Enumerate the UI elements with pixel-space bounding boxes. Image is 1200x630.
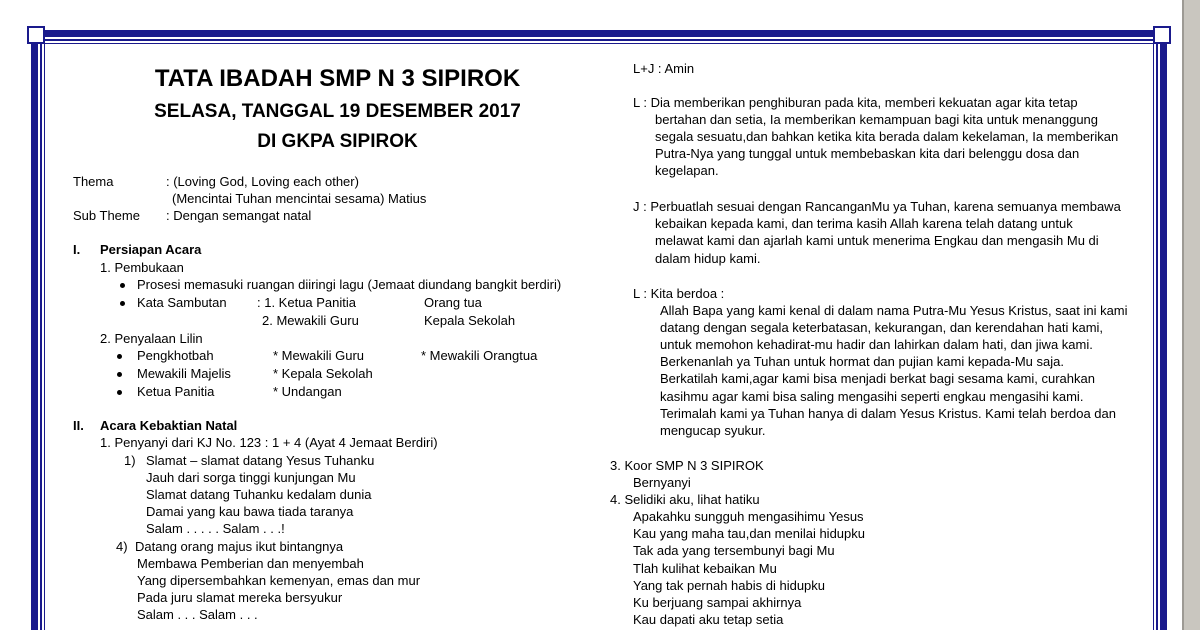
list-item: * Mewakili Guru xyxy=(273,348,365,363)
prayer-line: untuk memohon kehadirat-mu hadir dan lahirkan dalam hati, dan jiwa kami. xyxy=(660,337,1093,352)
list-item: 2. Mewakili Guru xyxy=(262,313,359,328)
list-item: : 1. Ketua Panitia xyxy=(257,295,357,310)
song-line: Yang tak pernah habis di hidupku xyxy=(633,578,826,593)
song-line: Tlah kulihat kebaikan Mu xyxy=(633,561,777,576)
bullet-icon xyxy=(117,372,122,377)
border-top-inner xyxy=(40,39,1158,41)
bullet-icon xyxy=(120,301,125,306)
verse-line: Pada juru slamat mereka bersyukur xyxy=(137,590,343,605)
liturgy-line: dalam hidup kami. xyxy=(655,251,761,266)
item-koor-detail: Bernyanyi xyxy=(633,475,691,490)
prayer-line: Berkenanlah ya Tuhan untuk hormat dan pujian kami kepada-Mu saja. xyxy=(660,354,1064,369)
song-line: Kau yang maha tau,dan menilai hidupku xyxy=(633,526,865,541)
verse-line: Membawa Pemberian dan menyembah xyxy=(137,556,364,571)
section-2-number: II. xyxy=(73,418,84,433)
sub-theme-label: Sub Theme xyxy=(73,208,140,223)
section-1-number: I. xyxy=(73,242,81,257)
item-pembukaan: 1. Pembukaan xyxy=(100,260,184,275)
liturgy-line: L : Dia memberikan penghiburan pada kita, memberi kekuatan agar kita tetap xyxy=(633,95,1078,110)
corner-ornament-left xyxy=(27,26,45,44)
liturgy-line: melawat kami dan ajarlah kami untuk menerima Engkau dan mengasih Mu di xyxy=(655,233,1099,248)
verse-line: Datang orang majus ikut bintangnya xyxy=(135,539,344,554)
verse-line: Slamat datang Tuhanku kedalam dunia xyxy=(146,487,372,502)
response-amin: L+J : Amin xyxy=(633,61,695,76)
list-item: Orang tua xyxy=(424,295,482,310)
prayer-line: kasihmu agar kami bisa saling mengasihi seperti engkau mengasihi kami. xyxy=(660,389,1084,404)
bullet-icon xyxy=(117,354,122,359)
section-1-title: Persiapan Acara xyxy=(100,242,202,257)
verse-line: Slamat – slamat datang Yesus Tuhanku xyxy=(146,453,375,468)
theme-label: Thema xyxy=(73,174,114,189)
prayer-line: Terimalah kami ya Tuhan hanya di dalam Yesus Kristus. Kami telah berdoa dan xyxy=(660,406,1116,421)
liturgy-line: kebaikan kepada kami, dan terima kasih Allah karena telah datang untuk xyxy=(655,216,1073,231)
liturgy-line: J : Perbuatlah sesuai dengan RancanganMu ya Tuhan, karena semuanya membawa xyxy=(633,199,1121,214)
document-place: DI GKPA SIPIROK xyxy=(257,131,418,152)
document-title: TATA IBADAH SMP N 3 SIPIROK xyxy=(154,65,521,92)
theme-value-continued: (Mencintai Tuhan mencintai sesama) Matius xyxy=(172,191,427,206)
item-koor: 3. Koor SMP N 3 SIPIROK xyxy=(610,458,764,473)
liturgy-line: kegelapan. xyxy=(655,163,719,178)
song-line: Apakahku sungguh mengasihimu Yesus xyxy=(633,509,864,524)
list-item: * Undangan xyxy=(273,384,342,399)
item-penyalaan-lilin: 2. Penyalaan Lilin xyxy=(100,331,203,346)
bullet-icon xyxy=(120,283,125,288)
verse-line: Yang dipersembahkan kemenyan, emas dan mur xyxy=(137,573,421,588)
page-edge-shadow xyxy=(1182,0,1200,630)
list-item: * Kepala Sekolah xyxy=(273,366,373,381)
section-2-title: Acara Kebaktian Natal xyxy=(100,418,238,433)
prayer-heading: L : Kita berdoa : xyxy=(633,286,725,301)
theme-value: : (Loving God, Loving each other) xyxy=(166,174,359,189)
liturgy-line: Putra-Nya yang tunggal untuk membebaskan kita dari belenggu dosa dan xyxy=(655,146,1080,161)
list-item: Kata Sambutan xyxy=(137,295,227,310)
border-top-outer xyxy=(31,30,1167,37)
border-top-thin xyxy=(44,43,1154,44)
list-item: Mewakili Majelis xyxy=(137,366,231,381)
verse-line: Salam . . . Salam . . . xyxy=(137,607,258,622)
list-item: Pengkhotbah xyxy=(137,348,214,363)
border-right-outer xyxy=(1160,30,1167,630)
song-line: Kau dapati aku tetap setia xyxy=(633,612,784,627)
verse-number: 1) xyxy=(124,453,136,468)
sub-theme-value: : Dengan semangat natal xyxy=(166,208,312,223)
prayer-line: mengucap syukur. xyxy=(660,423,766,438)
list-item: Kepala Sekolah xyxy=(424,313,516,328)
verse-line: Salam . . . . . Salam . . .! xyxy=(146,521,285,536)
liturgy-line: segala sesuatu,dan bahkan ketika kita berada dalam kekelaman, Ia memberikan xyxy=(655,129,1119,144)
liturgy-line: bertahan dan setia, Ia memberikan kemampuan bagi kita untuk menanggung xyxy=(655,112,1099,127)
verse-line: Jauh dari sorga tinggi kunjungan Mu xyxy=(146,470,356,485)
item-penyanyi: 1. Penyanyi dari KJ No. 123 : 1 + 4 (Ayat 4 Jemaat Berdiri) xyxy=(100,435,438,450)
list-item: * Mewakili Orangtua xyxy=(421,348,538,363)
corner-ornament-right xyxy=(1153,26,1171,44)
bullet-icon xyxy=(117,390,122,395)
border-right-thin xyxy=(1153,30,1154,630)
list-item: Ketua Panitia xyxy=(137,384,215,399)
prayer-line: datang dengan segala keterbatasan, kekurangan, dan kerendahan hati kami, xyxy=(660,320,1104,335)
list-item: Prosesi memasuki ruangan diiringi lagu (Jemaat diundang bangkit berdiri) xyxy=(137,277,562,292)
song-line: Tak ada yang tersembunyi bagi Mu xyxy=(633,543,835,558)
document-date: SELASA, TANGGAL 19 DESEMBER 2017 xyxy=(154,101,521,122)
prayer-line: Allah Bapa yang kami kenal di dalam nama Putra-Mu Yesus Kristus, saat ini kami xyxy=(660,303,1128,318)
item-song: 4. Selidiki aku, lihat hatiku xyxy=(610,492,760,507)
verse-line: Damai yang kau bawa tiada taranya xyxy=(146,504,354,519)
verse-number: 4) xyxy=(116,539,128,554)
prayer-line: Berkatilah kami,agar kami bisa menjadi berkat bagi sesama kami, curahkan xyxy=(660,371,1095,386)
song-line: Ku berjuang sampai akhirnya xyxy=(633,595,802,610)
border-right-inner xyxy=(1156,30,1158,630)
